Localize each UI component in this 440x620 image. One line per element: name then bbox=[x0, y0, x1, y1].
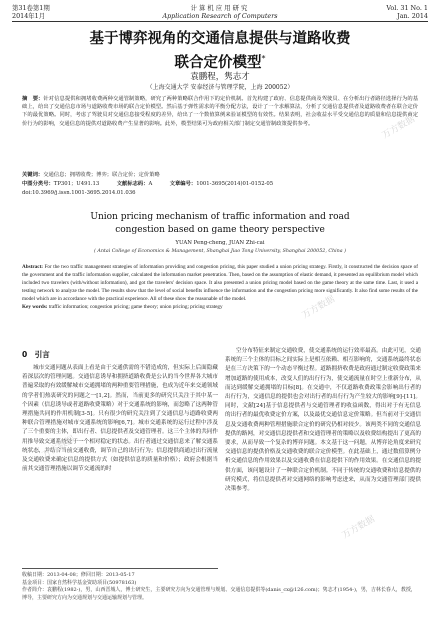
watermark: 万方数据 bbox=[40, 434, 77, 462]
title-cn-line2: 联合定价模型 bbox=[174, 54, 262, 71]
footnote-rule bbox=[22, 568, 218, 569]
header-journal-en: Application Research of Computers bbox=[162, 12, 278, 20]
intro-column-left: 城市交通问题从表面上看是由于交通供需的不错造成的，但实际上后面隐藏着深层次的管理问题。交通信息诱导和拥挤道路收费是公认的当今世界各大城市普遍采取的有效缓解城市交通拥堵的两种重要管理措施，也成为近年来交通领域的学者们热衷研究的问题之一[1,2]。然而，当前更多的研究只关注于其中某一个因素（信息诱导或者道路收费策略）对于交通系统的影响，而忽略了这两种管理措施共同的作用机制[3-5]。只有很少的研究关注到了交通信息与道路收费两种联合管理措施对城市交通系统的影响[6,7]。城市交通系统的运行过程中涉及了三个重要的主体，即出行者、信息提供者及交通管理者。这三个主体的共同作用推导致交通系统处于一个相对稳定的状态。出行者通过交通信息来了解交通系统状态，并结合当前交通收费，调节自己的出行行为；信息提供商通过出行流量及交通收费来确定信息的提供方式（如提供信息的质量和价格）；政府会根据当前其交通管理措施以调节交通流的时 bbox=[22, 365, 218, 473]
header-volume-en: Vol. 31 No. 1 bbox=[386, 4, 428, 12]
abstract-en-label: Abstract: bbox=[22, 264, 44, 270]
watermark: 万方数据 bbox=[380, 114, 417, 142]
keywords-cn bbox=[22, 171, 418, 179]
header-date-cn: 2014年1月 bbox=[12, 12, 46, 20]
paper-title-cn bbox=[30, 30, 410, 73]
doi-line bbox=[22, 189, 418, 197]
section-heading-intro: 0 引言 bbox=[22, 350, 50, 359]
title-cn-line1: 基于博弈视角的交通信息提供与道路收费 bbox=[89, 31, 351, 47]
watermark: 万方数据 bbox=[300, 294, 337, 322]
affiliation-en: ( Antai College of Economics & Management, Shanghai Jiao Tong University, Shanghai 200052, China ) bbox=[93, 249, 347, 254]
keywords-cn-label: 关键词： bbox=[22, 172, 44, 178]
abstract-en-text: For the two traffic management strategies of information providing and congestion pricing, this paper studied a union pricing strategy. Firstly, it constructed the decision space of the government and the traffic information supplier, calculated the information market penetration. Then, based on the assumption of elastic demand, it presented an equilibrium model which included two travelers (with/without information), and got the travelers' decision space. It also presented a union pricing model based on the game theory at the same time. Last, it used a testing network to analyze the model. The results show that the level of social benefits influence the information and the congestion pricing more significantly. It also find some results of the model which are in accordance with the practical experience. All of these show the reasonable of the model. bbox=[22, 264, 419, 302]
clc-label: 中图分类号： bbox=[22, 181, 54, 187]
header-volume-cn: 第31卷第1期 bbox=[12, 4, 50, 12]
title-footnote-mark: * bbox=[261, 54, 266, 63]
keywords-cn-text: 交通信息；拥堵收费；博弈；联合定价；定价策略 bbox=[43, 172, 160, 178]
keywords-en-text: traffic information; congestion pricing; game theory; union pricing; pricing strategy bbox=[48, 304, 223, 310]
abstract-cn-text: 针对信息提供和拥堵收费两种交通管制策略，研究了两种策略联合作用下的定价机制。首先构建了政府、信息提供商及驾驶员、在分析出行者路径选择行为的基础上，给出了交通信息市场与道路收费市场的联合定价模型。然后基于弹性需求的平衡分配方法，设计了一个求解算法，分析了交通信息提供者及道路收费者在联合定价下的最优策略。同时，考虑了驾驶员对交通信息接受程度的差异，给出了一个数值算例来验证模型的有效性。结果表明，社会收益水平受交通信息的质量和信息提供商定价行为的影响，交通信息的提供对道路收费产生显著的影响。此外，模型结果可为政府相关部门制定交通管制政策提供参考。 bbox=[22, 96, 418, 127]
doc-code-value: A bbox=[148, 181, 153, 187]
header-rule bbox=[12, 21, 428, 22]
intro-column-right: 空分布特征来制定交通收费，使交通系统的运行效率最高。由此可见，交通系统的三个主体的目标之间实际上是相互依赖、相互影响的，交通系统最终状态是在三方决策下的一个动态平衡过程。道路拥挤收费是政府通过制定收费政策来增加道路的使用成本，改变人们的出行行为，使交通流量在时空上重新分布，从而达到缓解交通拥堵的目标[8]。在交通中，不仅道路收费政策会影响出行者的出行行为，交通信息的提供也会对出行者的出行行为产生较大的影响[9]-[11]。同时，文献[24]基于信息提供者与交通管理者的收益函数，得出对于有无信息的出行者的最优收费定价方案，以及最优交通信息定价策略。但当前对于交通信息及交通收费两种管理措施联合定价的研究仍相对较少。该两类不同的交通信息提供的路网，对交通信息提供者和交通管理者的策略以及收费结构提出了更高的要求，从而导致一个复杂的博弈问题。本文基于这一问题，从博弈论角度来研究交通信息的提供价格及交通收费的联合定价模型。在此基础上，通过数值算例分析交通信息的作用效果以及交通收费在信息提供下的作用效果。在交通信息的提供方面，该问题设计了一种联合定价机制。不同于传统的交通收费和信息提供的研究模式，将信息提供者对交通网络的影响考虑进来，从而为交通管理部门提供决策参考。 bbox=[225, 348, 421, 493]
title-en-line1: Union pricing mechanism of traffic information and road bbox=[90, 212, 350, 222]
watermark: 万方数据 bbox=[340, 514, 377, 542]
footnote-fund: 基金项目：国家自然科学基金资助项目(50978163) bbox=[22, 579, 137, 586]
clc-value: TP301；U491.13 bbox=[53, 181, 100, 187]
footnotes bbox=[22, 572, 418, 602]
article-no-value: 1001-3695(2014)01-0152-05 bbox=[196, 181, 274, 187]
header-center bbox=[12, 4, 428, 20]
header-right bbox=[386, 4, 428, 20]
header-journal-cn: 计算机应用研究 bbox=[190, 4, 250, 12]
footnote-received: 收稿日期：2013-04-08；修回日期：2013-05-17 bbox=[22, 572, 135, 578]
abstract-cn-label: 摘 要： bbox=[22, 96, 44, 102]
doc-code-label: 文献标志码： bbox=[116, 181, 149, 187]
authors-cn: 袁鹏程，隽志才 bbox=[190, 72, 250, 82]
affiliation-cn: （上海交通大学 安泰经济与管理学院，上海 200052） bbox=[146, 84, 294, 91]
abstract-en bbox=[22, 263, 418, 311]
authors-en: YUAN Peng-cheng, JUAN Zhi-cai bbox=[175, 240, 265, 246]
abstract-cn bbox=[22, 95, 418, 128]
footnote-bio: 作者简介：袁鹏程(1982-)，男，山西晋城人，博士研究生，主要研究方向为交通管理与规划、交通信息提供等(danis_cx@126.com)；隽志才(1954-)，男，吉林长春人，教授，博导，主要研究方向为交通规划与交通运输规划与管理。 bbox=[22, 587, 416, 601]
doi-label: doi: bbox=[22, 190, 33, 196]
title-en-line2: congestion based on game theory perspective bbox=[115, 225, 325, 235]
paper-title-en bbox=[60, 211, 380, 237]
header-date-en: Jan. 2014 bbox=[397, 12, 428, 20]
doi-value: 10.3969/j.issn.1001-3695.2014.01.036 bbox=[32, 190, 136, 196]
keywords-en-label: Key words: bbox=[22, 304, 48, 310]
article-no-label: 文章编号： bbox=[169, 181, 197, 187]
classification-line bbox=[22, 180, 418, 188]
